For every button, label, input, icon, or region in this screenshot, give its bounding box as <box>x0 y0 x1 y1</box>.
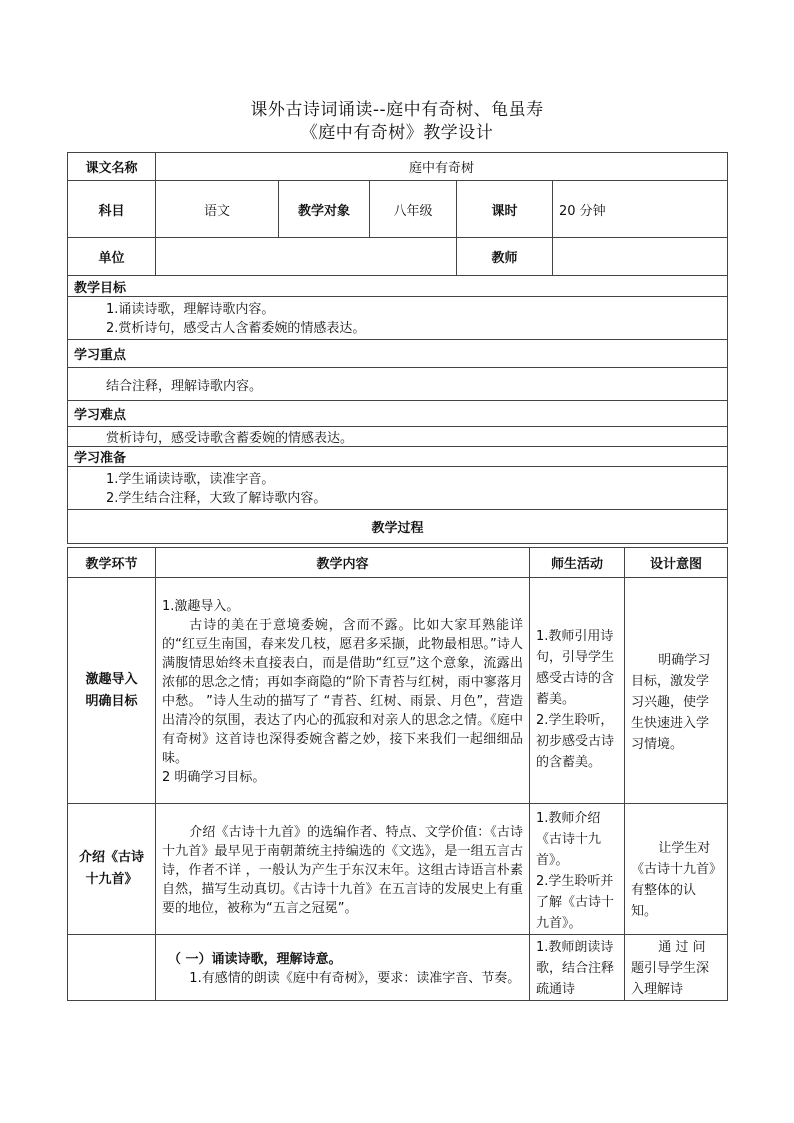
goals-list <box>68 297 728 340</box>
process-table <box>67 547 728 1001</box>
intent-cell: 明确学习 目标，激发学习兴趣，使学生快速进入学习情境。 <box>625 578 728 804</box>
content-cell <box>156 804 530 935</box>
header-activity: 师生活动 <box>530 548 625 578</box>
process-row <box>68 578 728 804</box>
difficulty-label: 学习难点 <box>68 401 728 427</box>
focus-label: 学习重点 <box>68 340 728 368</box>
document-subtitle: 《庭中有奇树》教学设计 <box>300 123 494 143</box>
stage-cell <box>68 935 156 1001</box>
subject-label: 科目 <box>68 181 156 238</box>
content-cell <box>156 578 530 804</box>
activity-cell: 1.教师介绍《古诗十九首》。 2.学生聆听并了解《古诗十九首》。 <box>530 804 625 935</box>
header-content: 教学内容 <box>156 548 530 578</box>
goals-label: 教学目标 <box>68 276 728 297</box>
header-intent: 设计意图 <box>625 548 728 578</box>
lesson-plan-table <box>67 152 728 544</box>
intent-cell: 让学生对《古诗十九首》有整体的认知。 <box>625 804 728 935</box>
prep-item: 1.学生诵读诗歌，读准字音。 <box>106 472 275 487</box>
prep-list <box>68 467 728 510</box>
header-stage: 教学环节 <box>68 548 156 578</box>
document-title: 课外古诗词诵读--庭中有奇树、龟虽寿 <box>250 100 544 120</box>
activity-cell: 1.教师引用诗句，引导学生感受古诗的含蓄美。 2.学生聆听，初步感受古诗的含蓄美。 <box>530 578 625 804</box>
teacher-value <box>553 238 728 276</box>
audience-label: 教学对象 <box>279 181 370 238</box>
difficulty-text: 赏析诗句，感受诗歌含蓄委婉的情感表达。 <box>68 427 728 447</box>
prep-label: 学习准备 <box>68 447 728 467</box>
content-cell <box>156 935 530 1001</box>
process-row <box>68 804 728 935</box>
unit-value <box>156 238 457 276</box>
subject-row <box>68 181 728 238</box>
goal-item: 1.诵读诗歌，理解诗歌内容。 <box>106 302 275 317</box>
course-name-value: 庭中有奇树 <box>156 153 728 181</box>
activity-cell: 1.教师朗读诗歌，结合注释疏通诗 <box>530 935 625 1001</box>
audience-value: 八年级 <box>370 181 457 238</box>
process-row <box>68 935 728 1001</box>
content-line: 2 明确学习目标。 <box>162 770 266 785</box>
content-line: 介绍《古诗十九首》的选编作者、特点、文学价值：《古诗十九首》最早见于南朝萧统主持编选的《文选》，是一组五言古诗，作者不详 ，一般认为产生于东汉末年。这组古诗语言朴素自然，描写生动真切。《古诗十九首》在五言诗的发展史上有重要的地位，被称为“五言之冠冕”。 <box>162 825 523 916</box>
content-line: （ 一）诵读诗歌，理解诗意。 <box>168 951 342 967</box>
period-label: 课时 <box>457 181 553 238</box>
prep-item: 2.学生结合注释，大致了解诗歌内容。 <box>106 491 327 506</box>
goal-item: 2.赏析诗句，感受古人含蓄委婉的情感表达。 <box>106 321 366 336</box>
teacher-label: 教师 <box>457 238 553 276</box>
subject-value: 语文 <box>156 181 279 238</box>
course-name-label: 课文名称 <box>68 153 156 181</box>
intent-cell: 通 过 问 题引导学生深入理解诗 <box>625 935 728 1001</box>
stage-cell: 激趣导入 明确目标 <box>68 578 156 804</box>
unit-label: 单位 <box>68 238 156 276</box>
course-name-row <box>68 153 728 181</box>
stage-cell: 介绍《古诗 十九首》 <box>68 804 156 935</box>
process-header-row <box>68 548 728 578</box>
content-line: 1.激趣导入。 <box>162 599 240 614</box>
content-line: 古诗的美在于意境委婉，含而不露。比如大家耳熟能详的“红豆生南国，春来发几枝，愿君多采撷，此物最相思。”诗人满腹情思始终未直接表白，而是借助“红豆”这个意象，流露出浓郁的思念之情；再如李商隐的“阶下青苔与红树，雨中寥落月中愁。 ”诗人生动的描写了 “青苔、红树、雨景、月色”，营造出清冷的氛围，表达了内心的孤寂和对亲人的思念之情。《庭中有奇树》这首诗也深得委婉含蓄之妙，接下来我们一起细细品味。 <box>162 618 523 766</box>
process-label: 教学过程 <box>68 510 728 544</box>
period-value: 20 分钟 <box>553 181 728 238</box>
content-line: 1.有感情的朗读《庭中有奇树》，要求：读准字音、节奏。 <box>189 970 521 986</box>
unit-row <box>68 238 728 276</box>
focus-text: 结合注释，理解诗歌内容。 <box>68 368 728 401</box>
